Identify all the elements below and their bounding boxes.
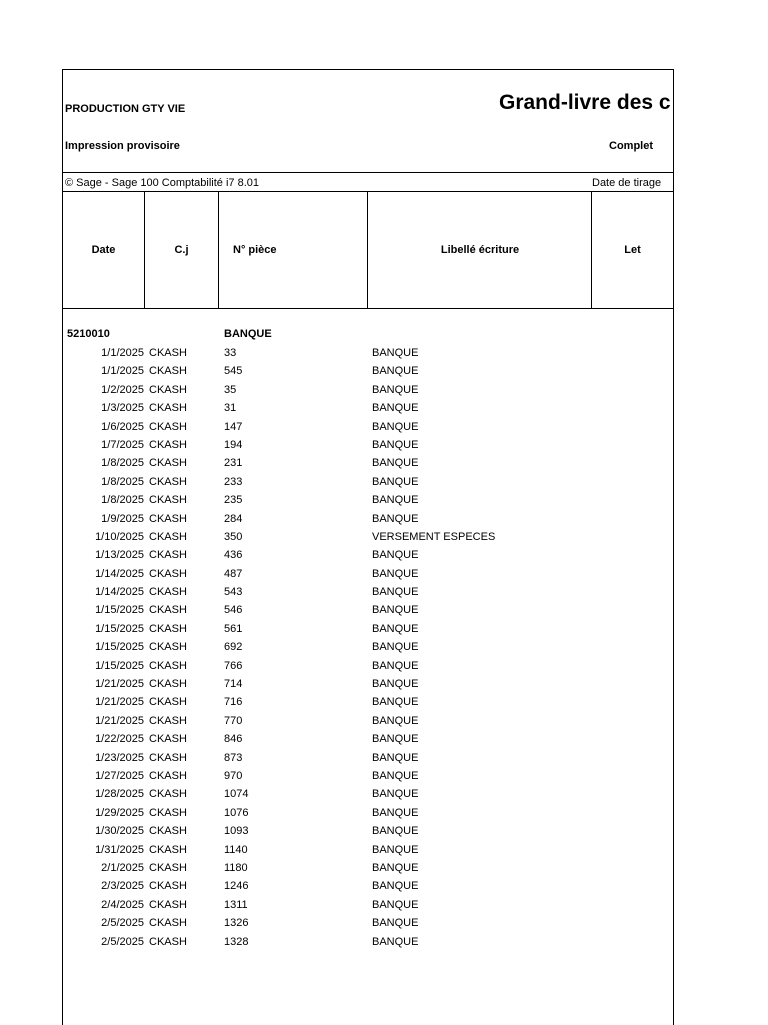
row-libelle: BANQUE — [372, 383, 419, 396]
table-row — [63, 861, 673, 879]
table-row — [63, 585, 673, 603]
row-piece: 194 — [224, 438, 243, 451]
column-header-row — [63, 191, 673, 309]
row-libelle: BANQUE — [372, 861, 419, 874]
row-journal: CKASH — [149, 347, 187, 359]
row-piece: 1093 — [224, 825, 249, 838]
row-libelle: BANQUE — [372, 880, 419, 893]
row-libelle: BANQUE — [372, 659, 419, 672]
row-libelle: VERSEMENT ESPECES — [372, 530, 496, 543]
row-journal: CKASH — [149, 512, 187, 525]
row-libelle: BANQUE — [372, 475, 419, 488]
row-libelle: BANQUE — [372, 549, 419, 562]
row-date: 1/10/2025 — [95, 530, 144, 543]
row-journal: CKASH — [149, 714, 187, 727]
table-row — [63, 751, 673, 769]
row-piece: 546 — [224, 604, 243, 617]
row-journal: CKASH — [149, 806, 187, 819]
row-libelle: BANQUE — [372, 806, 419, 819]
row-date: 1/15/2025 — [95, 622, 144, 635]
table-row — [63, 475, 673, 493]
row-date: 1/23/2025 — [95, 751, 144, 764]
row-journal: CKASH — [149, 788, 187, 801]
table-row — [63, 695, 673, 713]
row-date: 1/27/2025 — [95, 769, 144, 782]
row-libelle: BANQUE — [372, 898, 419, 911]
row-date: 2/5/2025 — [101, 935, 144, 948]
row-piece: 1311 — [224, 898, 248, 911]
row-journal: CKASH — [149, 475, 187, 488]
row-libelle: BANQUE — [372, 365, 419, 378]
row-date: 2/5/2025 — [101, 917, 144, 930]
row-piece: 561 — [224, 622, 243, 635]
row-journal: CKASH — [149, 457, 187, 470]
report-scope: Complet — [609, 140, 653, 152]
report-title: Grand-livre des c — [499, 91, 671, 114]
row-libelle: BANQUE — [372, 622, 419, 635]
row-piece: 235 — [224, 494, 243, 507]
row-journal: CKASH — [149, 751, 187, 764]
column-header-let: Let — [624, 244, 641, 256]
row-date: 1/30/2025 — [95, 825, 144, 838]
row-libelle: BANQUE — [372, 402, 419, 415]
row-journal: CKASH — [149, 898, 187, 911]
table-row — [63, 769, 673, 787]
row-piece: 35 — [224, 383, 237, 396]
row-date: 1/8/2025 — [101, 475, 144, 488]
row-piece: 970 — [224, 769, 243, 782]
table-row — [63, 824, 673, 842]
table-row — [63, 420, 673, 438]
row-libelle: BANQUE — [372, 567, 419, 580]
row-piece: 31 — [224, 402, 237, 415]
ledger-sheet — [62, 69, 674, 1025]
row-date: 1/28/2025 — [95, 788, 144, 801]
row-journal: CKASH — [149, 494, 187, 507]
row-journal: CKASH — [149, 861, 187, 874]
row-journal: CKASH — [149, 843, 187, 856]
row-journal: CKASH — [149, 825, 187, 838]
table-row — [63, 567, 673, 585]
row-date: 1/31/2025 — [95, 843, 144, 856]
row-journal: CKASH — [149, 935, 187, 948]
table-row — [63, 456, 673, 474]
row-piece: 692 — [224, 641, 243, 654]
row-piece: 147 — [224, 420, 243, 433]
row-libelle: BANQUE — [372, 733, 419, 746]
row-piece: 543 — [224, 586, 243, 599]
row-libelle: BANQUE — [372, 769, 419, 782]
row-libelle: BANQUE — [372, 917, 419, 930]
row-date: 1/3/2025 — [101, 402, 144, 415]
row-journal: CKASH — [149, 641, 187, 654]
table-row — [63, 843, 673, 861]
row-piece: 770 — [224, 714, 243, 727]
table-row — [63, 806, 673, 824]
header-divider — [63, 172, 673, 173]
table-row — [63, 898, 673, 916]
row-piece: 284 — [224, 512, 243, 525]
row-piece: 487 — [224, 567, 243, 580]
row-piece: 1328 — [224, 935, 249, 948]
row-journal: CKASH — [149, 530, 187, 543]
row-journal: CKASH — [149, 733, 187, 746]
row-date: 1/8/2025 — [101, 494, 144, 507]
row-libelle: BANQUE — [372, 751, 419, 764]
row-date: 1/15/2025 — [95, 604, 144, 617]
row-libelle: BANQUE — [372, 494, 419, 507]
row-journal: CKASH — [149, 402, 187, 415]
row-libelle: BANQUE — [372, 714, 419, 727]
row-piece: 231 — [224, 457, 243, 470]
row-date: 1/1/2025 — [101, 347, 144, 359]
row-journal: CKASH — [149, 604, 187, 617]
row-libelle: BANQUE — [372, 825, 419, 838]
row-journal: CKASH — [149, 678, 187, 691]
row-libelle: BANQUE — [372, 696, 419, 709]
table-row — [63, 493, 673, 511]
row-piece: 1076 — [224, 806, 249, 819]
row-date: 2/4/2025 — [101, 898, 144, 911]
ledger-rows — [63, 346, 673, 953]
account-number: 5210010 — [67, 328, 110, 340]
row-date: 2/1/2025 — [101, 861, 144, 874]
row-piece: 436 — [224, 549, 243, 562]
row-libelle: BANQUE — [372, 935, 419, 948]
row-piece: 350 — [224, 530, 243, 543]
row-piece: 33 — [224, 347, 237, 359]
table-row — [63, 512, 673, 530]
row-date: 1/8/2025 — [101, 457, 144, 470]
account-name: BANQUE — [224, 328, 272, 340]
row-piece: 545 — [224, 365, 243, 378]
table-row — [63, 677, 673, 695]
row-date: 1/15/2025 — [95, 641, 144, 654]
row-journal: CKASH — [149, 769, 187, 782]
row-date: 1/14/2025 — [95, 567, 144, 580]
table-row — [63, 622, 673, 640]
row-journal: CKASH — [149, 549, 187, 562]
row-date: 1/1/2025 — [101, 365, 144, 378]
row-date: 1/9/2025 — [101, 512, 144, 525]
date-tirage-label: Date de tirage — [592, 177, 662, 189]
table-row — [63, 548, 673, 566]
company-name: PRODUCTION GTY VIE — [65, 103, 186, 115]
row-date: 1/7/2025 — [101, 438, 144, 451]
row-piece: 716 — [224, 696, 243, 709]
row-date: 1/21/2025 — [95, 678, 144, 691]
table-row — [63, 935, 673, 953]
row-libelle: BANQUE — [372, 586, 419, 599]
row-piece: 1180 — [224, 861, 248, 874]
table-row — [63, 714, 673, 732]
table-row — [63, 916, 673, 934]
row-libelle: BANQUE — [372, 604, 419, 617]
row-piece: 766 — [224, 659, 243, 672]
row-date: 1/6/2025 — [101, 420, 144, 433]
row-libelle: BANQUE — [372, 788, 419, 801]
row-piece: 846 — [224, 733, 243, 746]
row-journal: CKASH — [149, 567, 187, 580]
row-piece: 714 — [224, 678, 243, 691]
row-date: 2/3/2025 — [101, 880, 144, 893]
row-date: 1/29/2025 — [95, 806, 144, 819]
row-piece: 1140 — [224, 843, 248, 856]
row-journal: CKASH — [149, 420, 187, 433]
row-date: 1/21/2025 — [95, 696, 144, 709]
row-libelle: BANQUE — [372, 347, 419, 359]
copyright-text: © Sage - Sage 100 Comptabilité i7 8.01 — [65, 177, 260, 189]
row-date: 1/15/2025 — [95, 659, 144, 672]
row-journal: CKASH — [149, 880, 187, 893]
row-date: 1/2/2025 — [101, 383, 144, 396]
row-piece: 1246 — [224, 880, 249, 893]
row-date: 1/21/2025 — [95, 714, 144, 727]
row-libelle: BANQUE — [372, 512, 419, 525]
row-date: 1/14/2025 — [95, 586, 144, 599]
table-row — [63, 346, 673, 364]
table-row — [63, 603, 673, 621]
row-libelle: BANQUE — [372, 457, 419, 470]
table-row — [63, 659, 673, 677]
row-libelle: BANQUE — [372, 843, 419, 856]
row-libelle: BANQUE — [372, 678, 419, 691]
row-piece: 873 — [224, 751, 243, 764]
print-mode: Impression provisoire — [65, 140, 180, 152]
row-piece: 1074 — [224, 788, 249, 801]
column-header-libelle: Libellé écriture — [369, 192, 592, 308]
column-header-date: Date — [63, 192, 145, 308]
row-journal: CKASH — [149, 586, 187, 599]
table-row — [63, 383, 673, 401]
row-journal: CKASH — [149, 365, 187, 378]
row-piece: 233 — [224, 475, 243, 488]
row-journal: CKASH — [149, 622, 187, 635]
row-journal: CKASH — [149, 383, 187, 396]
row-journal: CKASH — [149, 696, 187, 709]
table-row — [63, 640, 673, 658]
table-row — [63, 401, 673, 419]
row-journal: CKASH — [149, 438, 187, 451]
table-row — [63, 530, 673, 548]
table-row — [63, 732, 673, 750]
row-libelle: BANQUE — [372, 420, 419, 433]
row-journal: CKASH — [149, 659, 187, 672]
table-row — [63, 438, 673, 456]
row-libelle: BANQUE — [372, 438, 419, 451]
table-row — [63, 879, 673, 897]
row-journal: CKASH — [149, 917, 187, 930]
row-date: 1/22/2025 — [95, 733, 144, 746]
column-header-piece: N° pièce — [219, 192, 368, 308]
row-date: 1/13/2025 — [95, 549, 144, 562]
account-heading — [63, 328, 673, 344]
table-row — [63, 364, 673, 382]
row-piece: 1326 — [224, 917, 249, 930]
row-libelle: BANQUE — [372, 641, 419, 654]
table-row — [63, 787, 673, 805]
column-header-journal: C.j — [145, 192, 219, 308]
